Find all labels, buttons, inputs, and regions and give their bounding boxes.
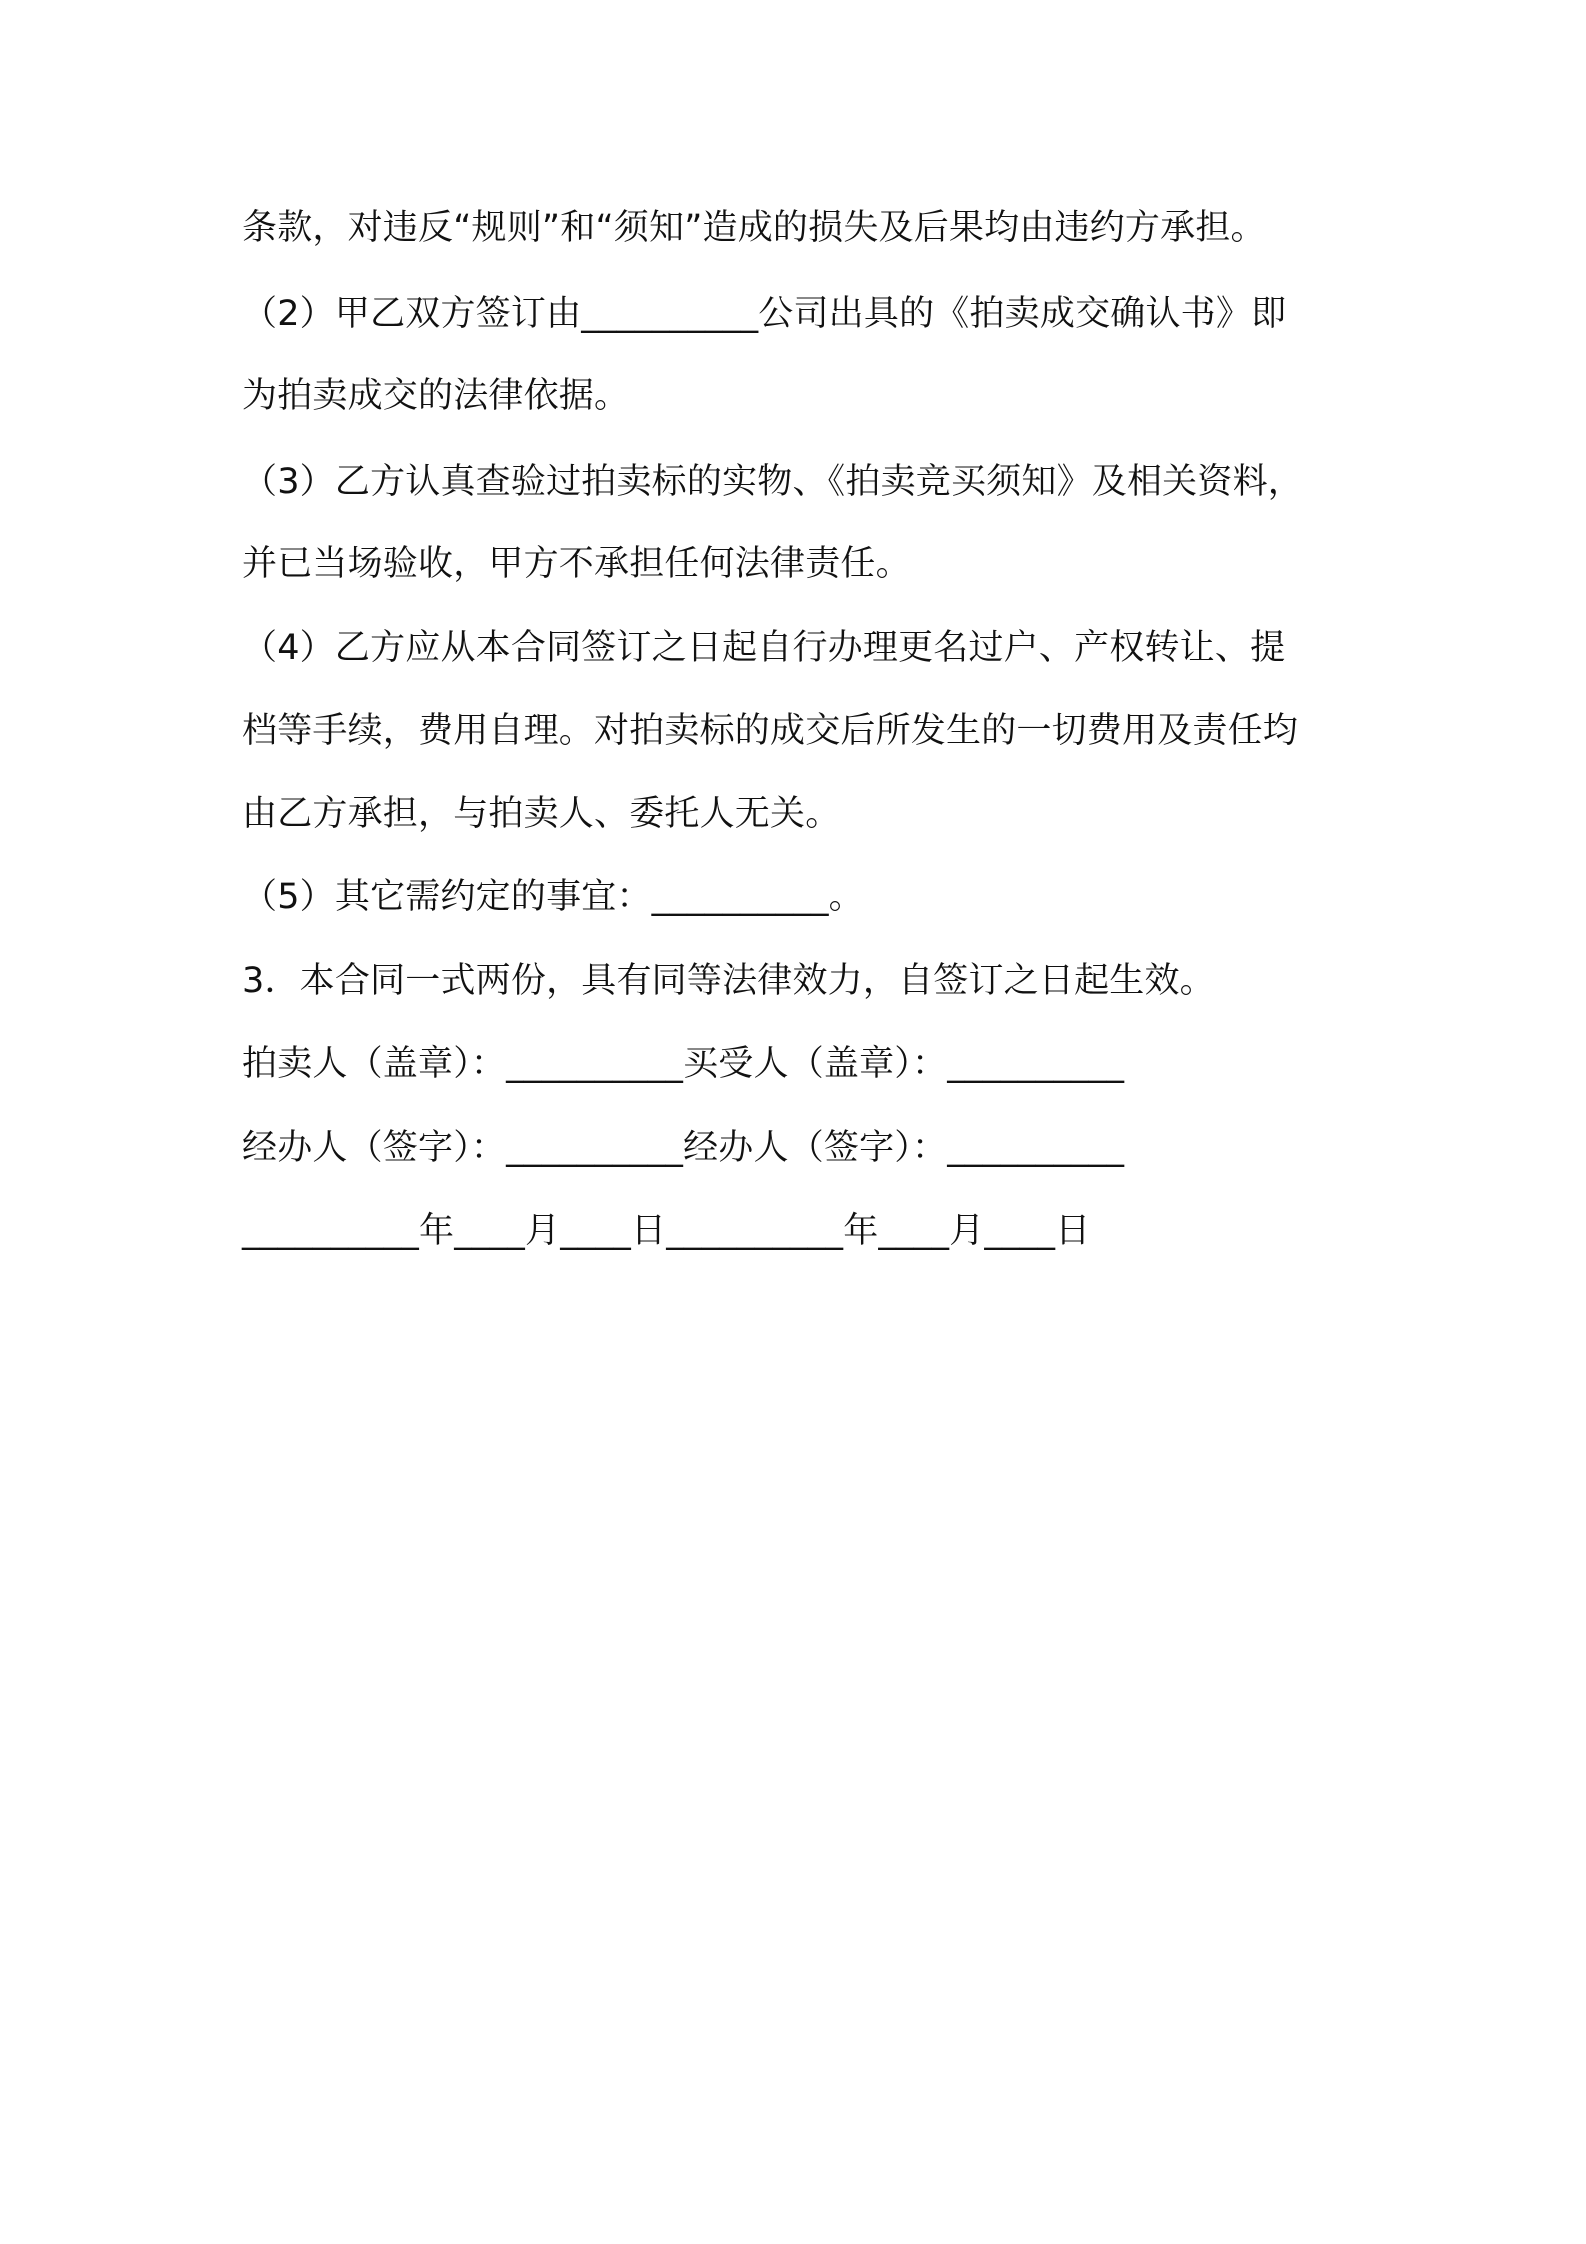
clause-2-line: （2）甲乙双方签订由__________公司出具的《拍卖成交确认书》即	[242, 294, 1287, 334]
clause-5-line: （5）其它需约定的事宜：__________。	[242, 877, 864, 917]
clause-3-continuation: 并已当场验收，甲方不承担任何法律责任。	[242, 544, 911, 584]
clause-2-continuation: 为拍卖成交的法律依据。	[242, 376, 630, 416]
clause-text-line: 条款，对违反“规则”和“须知”造成的损失及后果均由违约方承担。	[242, 208, 1266, 248]
clause-4-continuation-2: 由乙方承担，与拍卖人、委托人无关。	[242, 794, 841, 834]
date-line: __________年____月____日__________年____月____日	[242, 1211, 1091, 1251]
handler-signature-line: 经办人（签字）：__________经办人（签字）：__________	[242, 1128, 1125, 1168]
clause-4-line: （4）乙方应从本合同签订之日起自行办理更名过户、产权转让、提	[242, 628, 1286, 668]
clause-3-line: （3）乙方认真查验过拍卖标的实物、《拍卖竞买须知》及相关资料，	[242, 462, 1303, 502]
article-3-line: 3．本合同一式两份，具有同等法律效力，自签订之日起生效。	[242, 961, 1215, 1001]
seal-signature-line: 拍卖人（盖章）：__________买受人（盖章）：__________	[242, 1044, 1125, 1084]
clause-4-continuation-1: 档等手续，费用自理。对拍卖标的成交后所发生的一切费用及责任均	[242, 711, 1299, 751]
